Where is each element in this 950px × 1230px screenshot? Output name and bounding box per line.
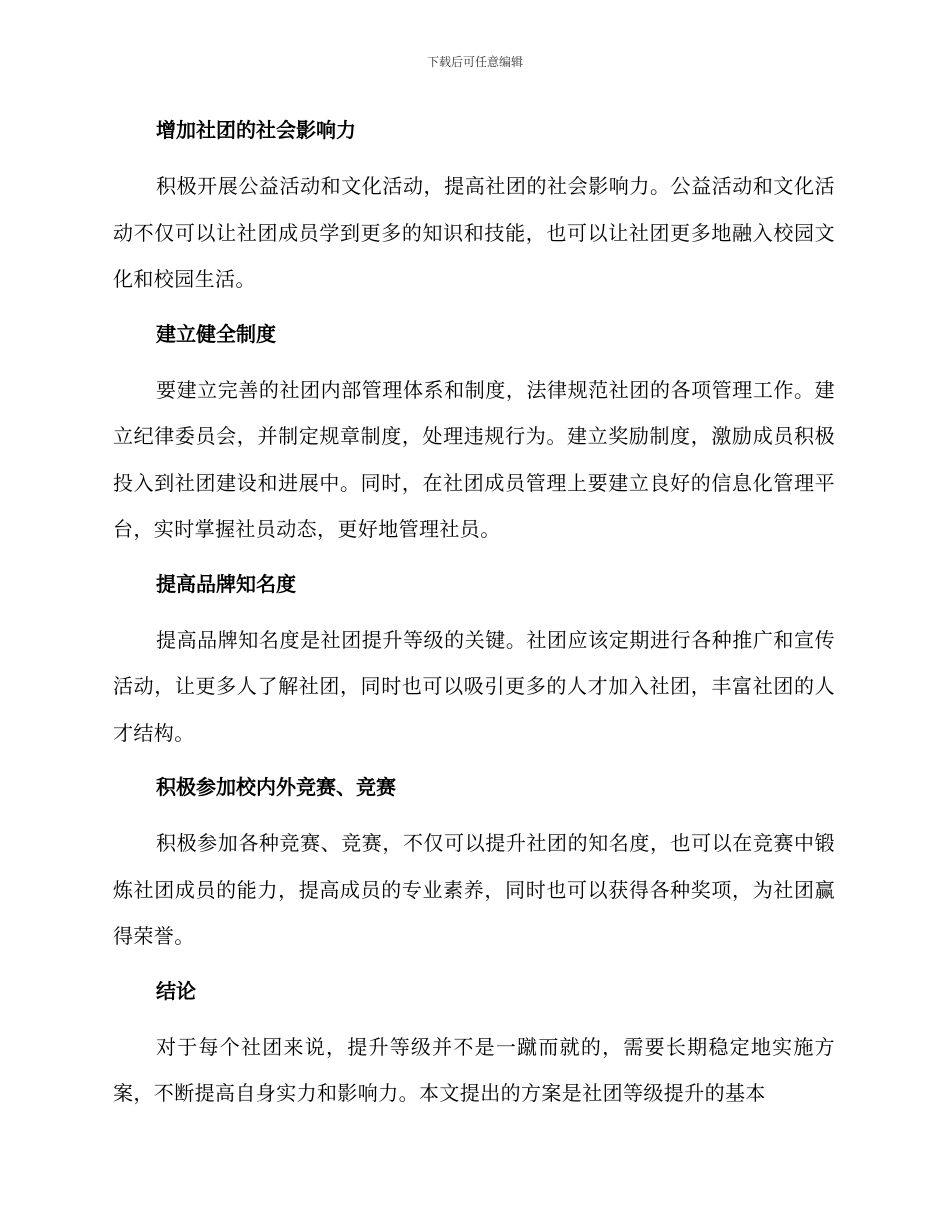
section-heading-system: 建立健全制度 [156,321,276,346]
section-heading-competitions: 积极参加校内外竞赛、竞赛 [156,775,396,799]
section-paragraph-brand: 提高品牌知名度是社团提升等级的关键。社团应该定期进行各种推广和宣传活动，让更多人了解社团，同时也可以吸引更多的人才加入社团，丰富社团的人才结构。 [113,627,835,745]
section-paragraph-conclusion: 对于每个社团来说，提升等级并不是一蹴而就的，需要长期稳定地实施方案，不断提高自身实力和影响力。本文提出的方案是社团等级提升的基本 [113,1034,835,1105]
section-heading-conclusion: 结论 [156,978,196,1003]
section-paragraph-system: 要建立完善的社团内部管理体系和制度，法律规范社团的各项管理工作。建立纪律委员会，并制定规章制度，处理违规行为。建立奖励制度，激励成员积极投入到社团建设和进展中。同时，在社团成员管理上要建立良好的信息化管理平台，实时掌握社员动态，更好地管理社员。 [113,377,835,541]
section-paragraph-social-influence: 积极开展公益活动和文化活动，提高社团的社会影响力。公益活动和文化活动不仅可以让社团成员学到更多的知识和技能，也可以让社团更多地融入校园文化和校园生活。 [113,174,835,291]
section-heading-social-influence: 增加社团的社会影响力 [156,118,356,142]
section-paragraph-competitions: 积极参加各种竞赛、竞赛，不仅可以提升社团的知名度，也可以在竞赛中锻炼社团成员的能力，提高成员的专业素养，同时也可以获得各种奖项，为社团赢得荣誉。 [113,831,835,948]
section-heading-brand: 提高品牌知名度 [156,571,296,596]
document-body [113,113,835,1131]
header-note: 下载后可任意编辑 [426,55,523,69]
